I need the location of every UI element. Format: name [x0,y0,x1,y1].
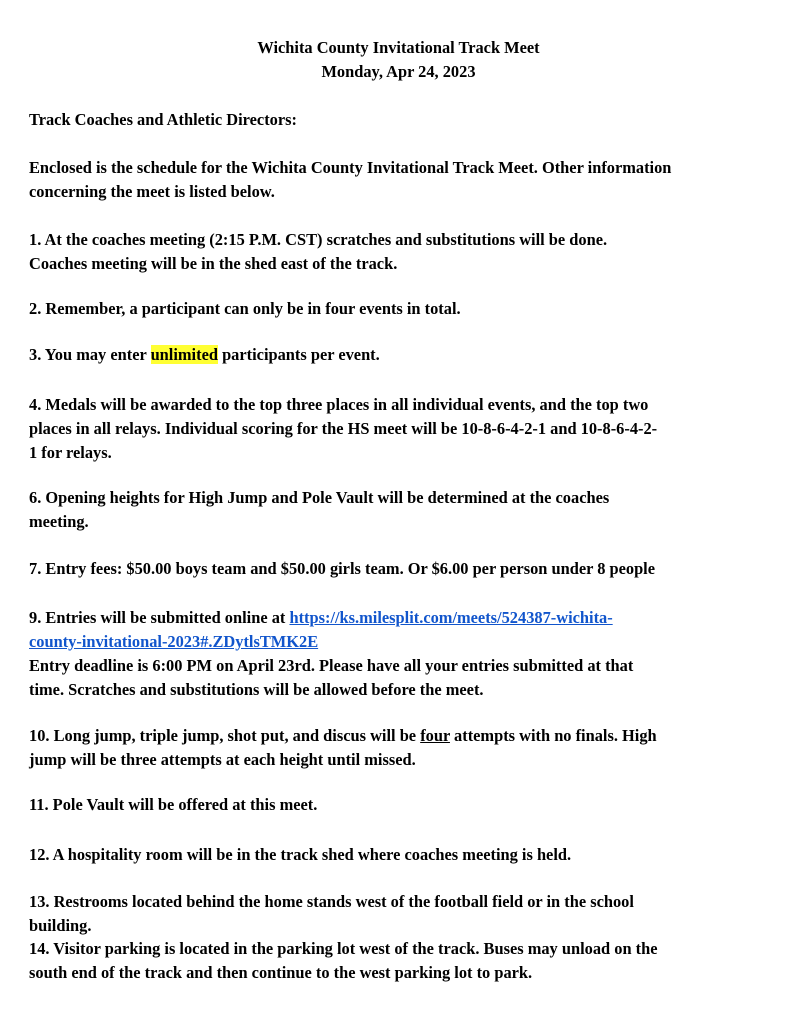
item-4-line-1: 4. Medals will be awarded to the top three places in all individual events, and the top two [29,395,649,414]
item-11 [29,793,769,817]
intro-paragraph [29,156,769,204]
item-4-line-2: places in all relays. Individual scoring for the HS meet will be 10-8-6-4-2-1 and 10-8-6-4-2- [29,419,658,438]
item-4 [29,393,769,465]
salutation: Track Coaches and Athletic Directors: [29,110,297,129]
document-date: Monday, Apr 24, 2023 [321,62,476,81]
document-title: Wichita County Invitational Track Meet [257,38,540,57]
item-3-text-post: participants per event. [217,345,380,364]
item-3-line-1 [29,343,769,367]
item-10-line-1 [29,724,769,748]
item-10-text-pre: 10. Long jump, triple jump, shot put, and discus will be [29,726,421,745]
item-3-text-pre: 3. You may enter [29,345,151,364]
item-1 [29,228,769,276]
item-6-line-1: 6. Opening heights for High Jump and Pole Vault will be determined at the coaches [29,488,610,507]
item-12-line-1: 12. A hospitality room will be in the track shed where coaches meeting is held. [29,845,572,864]
intro-line-2: concerning the meet is listed below. [29,182,275,201]
item-10 [29,724,769,772]
item-6-line-2: meeting. [29,512,89,531]
item-9-line-2 [29,630,769,654]
item-13 [29,890,769,938]
entries-link-part-2[interactable]: county-invitational-2023#.ZDytlsTMK2E [29,632,319,651]
item-1-line-1: 1. At the coaches meeting (2:15 P.M. CST) scratches and substitutions will be done. [29,230,608,249]
item-9-text-pre: 9. Entries will be submitted online at [29,608,290,627]
item-10-line-2: jump will be three attempts at each height until missed. [29,750,416,769]
item-9 [29,606,769,702]
item-14-line-1: 14. Visitor parking is located in the parking lot west of the track. Buses may unload on the [29,939,658,958]
item-4-line-3: 1 for relays. [29,443,112,462]
item-13-line-1: 13. Restrooms located behind the home stands west of the football field or in the school [29,892,634,911]
highlighted-word: unlimited [150,345,218,364]
item-14 [29,937,769,985]
item-9-line-4: time. Scratches and substitutions will be allowed before the meet. [29,680,484,699]
intro-line-1: Enclosed is the schedule for the Wichita County Invitational Track Meet. Other information [29,158,672,177]
item-1-line-2: Coaches meeting will be in the shed east of the track. [29,254,398,273]
item-2-line-1: 2. Remember, a participant can only be in four events in total. [29,299,461,318]
item-6 [29,486,769,534]
item-14-line-2: south end of the track and then continue to the west parking lot to park. [29,963,533,982]
item-9-line-3: Entry deadline is 6:00 PM on April 23rd. Please have all your entries submitted at that [29,656,634,675]
item-2 [29,297,769,321]
item-7 [29,557,769,581]
underlined-word: four [420,726,450,745]
entries-link-part-1[interactable]: https://ks.milesplit.com/meets/524387-wichita- [289,608,613,627]
item-12 [29,843,769,867]
item-11-line-1: 11. Pole Vault will be offered at this meet. [29,795,318,814]
item-10-text-post: attempts with no finals. High [449,726,657,745]
item-7-line-1: 7. Entry fees: $50.00 boys team and $50.00 girls team. Or $6.00 per person under 8 people [29,559,656,578]
item-9-line-1 [29,606,769,630]
item-13-line-2: building. [29,916,92,935]
item-3 [29,343,769,367]
